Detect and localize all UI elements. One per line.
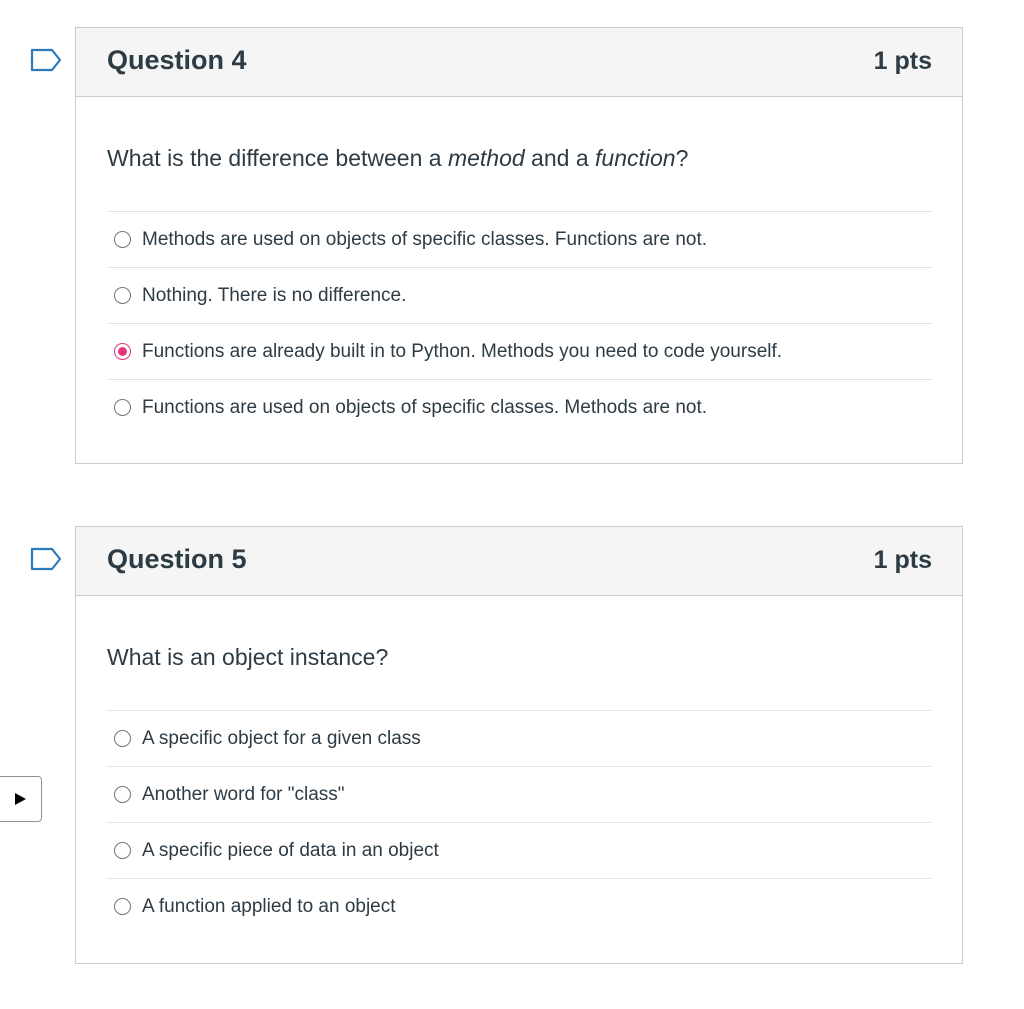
answer-option[interactable] (107, 212, 932, 268)
answer-label[interactable]: Functions are used on objects of specific classes. Methods are not. (142, 396, 708, 418)
answer-label[interactable]: A function applied to an object (142, 895, 396, 917)
flag-question-4-icon[interactable] (30, 48, 64, 74)
answer-option[interactable] (107, 711, 932, 767)
question-5-card (75, 526, 963, 964)
radio-button[interactable] (114, 730, 131, 747)
answer-label[interactable]: A specific piece of data in an object (142, 839, 439, 861)
question-5-text: What is an object instance? (107, 644, 389, 670)
radio-button[interactable] (114, 898, 131, 915)
answer-label[interactable]: Another word for "class" (142, 783, 345, 805)
question-5-answers (107, 710, 932, 934)
question-5-header (76, 527, 962, 596)
question-5-points: 1 pts (873, 546, 932, 574)
answer-label[interactable]: Methods are used on objects of specific classes. Functions are not. (142, 228, 708, 250)
answer-label[interactable]: A specific object for a given class (142, 727, 421, 749)
answer-option[interactable] (107, 324, 932, 380)
answer-option[interactable] (107, 380, 932, 435)
answer-label[interactable]: Functions are already built in to Python. Methods you need to code yourself. (142, 340, 783, 362)
answer-option[interactable] (107, 268, 932, 324)
question-4-title: Question 4 (107, 45, 247, 75)
question-4-points: 1 pts (873, 47, 932, 75)
radio-button[interactable] (114, 231, 131, 248)
question-4-card (75, 27, 963, 464)
answer-label[interactable]: Nothing. There is no difference. (142, 284, 407, 306)
question-4-text: What is the difference between a method and a function? (107, 145, 689, 171)
radio-button[interactable] (114, 399, 131, 416)
play-triangle-icon (13, 792, 27, 806)
flag-question-5-icon[interactable] (30, 547, 64, 573)
radio-button[interactable] (114, 842, 131, 859)
radio-button[interactable] (114, 343, 131, 360)
question-5-title: Question 5 (107, 544, 247, 574)
radio-button[interactable] (114, 287, 131, 304)
answer-option[interactable] (107, 823, 932, 879)
answer-option[interactable] (107, 767, 932, 823)
answer-option[interactable] (107, 879, 932, 934)
side-panel-toggle-button[interactable] (0, 776, 42, 822)
radio-button[interactable] (114, 786, 131, 803)
question-4-header (76, 28, 962, 97)
question-4-answers (107, 211, 932, 435)
